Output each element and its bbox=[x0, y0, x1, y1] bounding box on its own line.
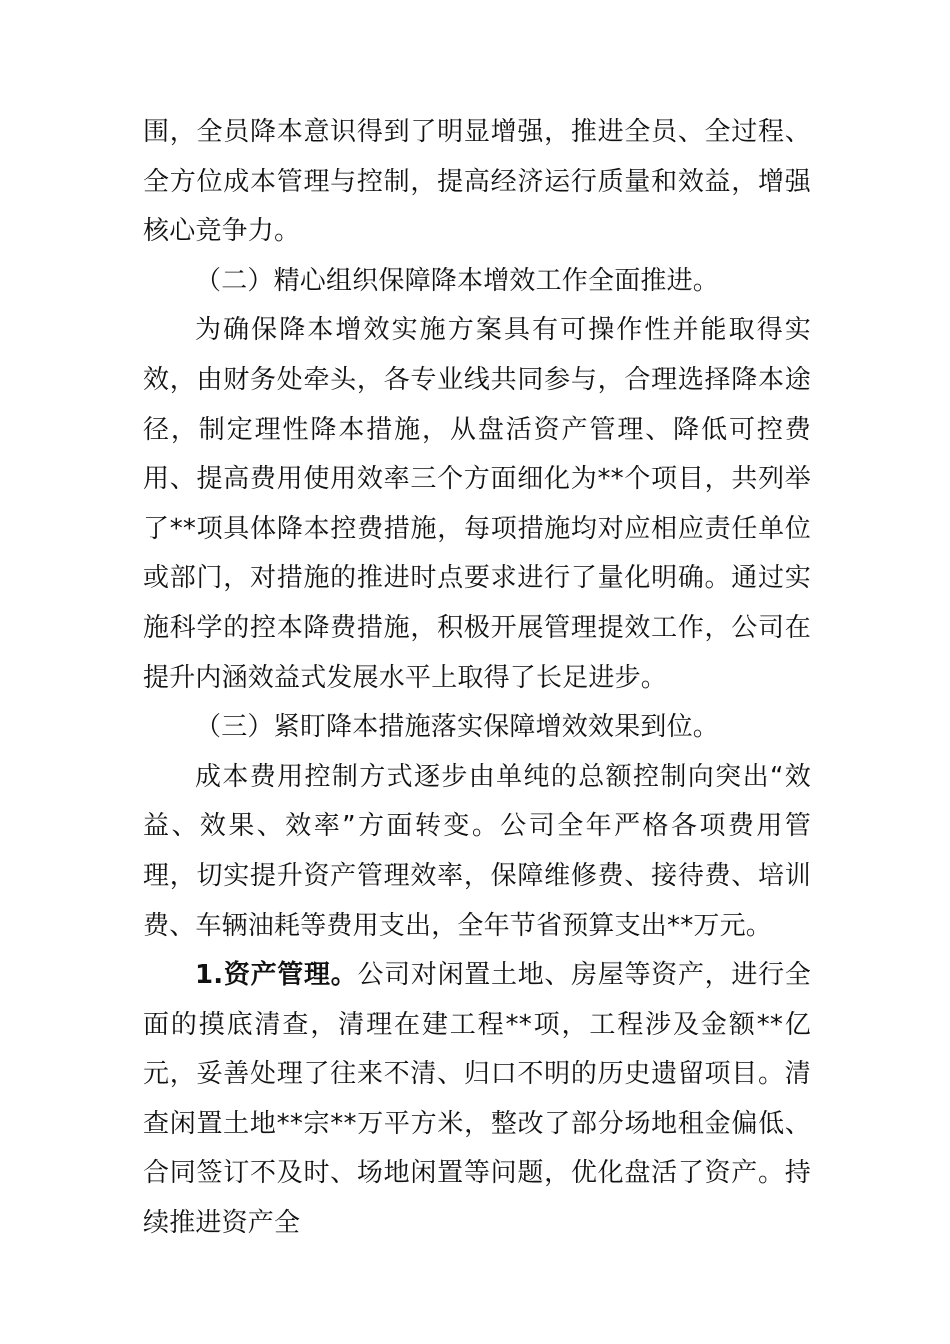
section-heading-3: （三）紧盯降本措施落实保障增效效果到位。 bbox=[195, 712, 720, 743]
paragraph-item-1 bbox=[143, 951, 811, 1249]
paragraph-section-3: 成本费用控制方式逐步由单纯的总额控制向突出“效益、效果、效率”方面转变。公司全年严格各项费用管理，切实提升资产管理效率，保障维修费、接待费、培训费、车辆油耗等费用支出，全年节省预算支出**万元。 bbox=[143, 761, 811, 941]
paragraph-section-2: 为确保降本增效实施方案具有可操作性并能取得实效，由财务处牵头，各专业线共同参与，合理选择降本途径，制定理性降本措施，从盘活资产管理、降低可控费用、提高费用使用效率三个方面细化为**个项目，共列举了**项具体降本控费措施，每项措施均对应相应责任单位或部门，对措施的推进时点要求进行了量化明确。通过实施科学的控本降费措施，积极开展管理提效工作，公司在提升内涵效益式发展水平上取得了长足进步。 bbox=[143, 315, 811, 693]
item-1-text: 公司对闲置土地、房屋等资产，进行全面的摸底清查，清理在建工程**项，工程涉及金额**亿元，妥善处理了往来不清、归口不明的历史遗留项目。清查闲置土地**宗**万平方米，整改了部分场地租金偏低、合同签订不及时、场地闲置等问题，优化盘活了资产。持续推进资产全 bbox=[143, 960, 811, 1239]
document-body bbox=[143, 108, 811, 1249]
paragraph-continuation: 围，全员降本意识得到了明显增强，推进全员、全过程、全方位成本管理与控制，提高经济运行质量和效益，增强核心竞争力。 bbox=[143, 117, 811, 247]
item-1-lead: 1.资产管理。 bbox=[195, 960, 358, 991]
section-heading-2: （二）精心组织保障降本增效工作全面推进。 bbox=[195, 265, 720, 296]
